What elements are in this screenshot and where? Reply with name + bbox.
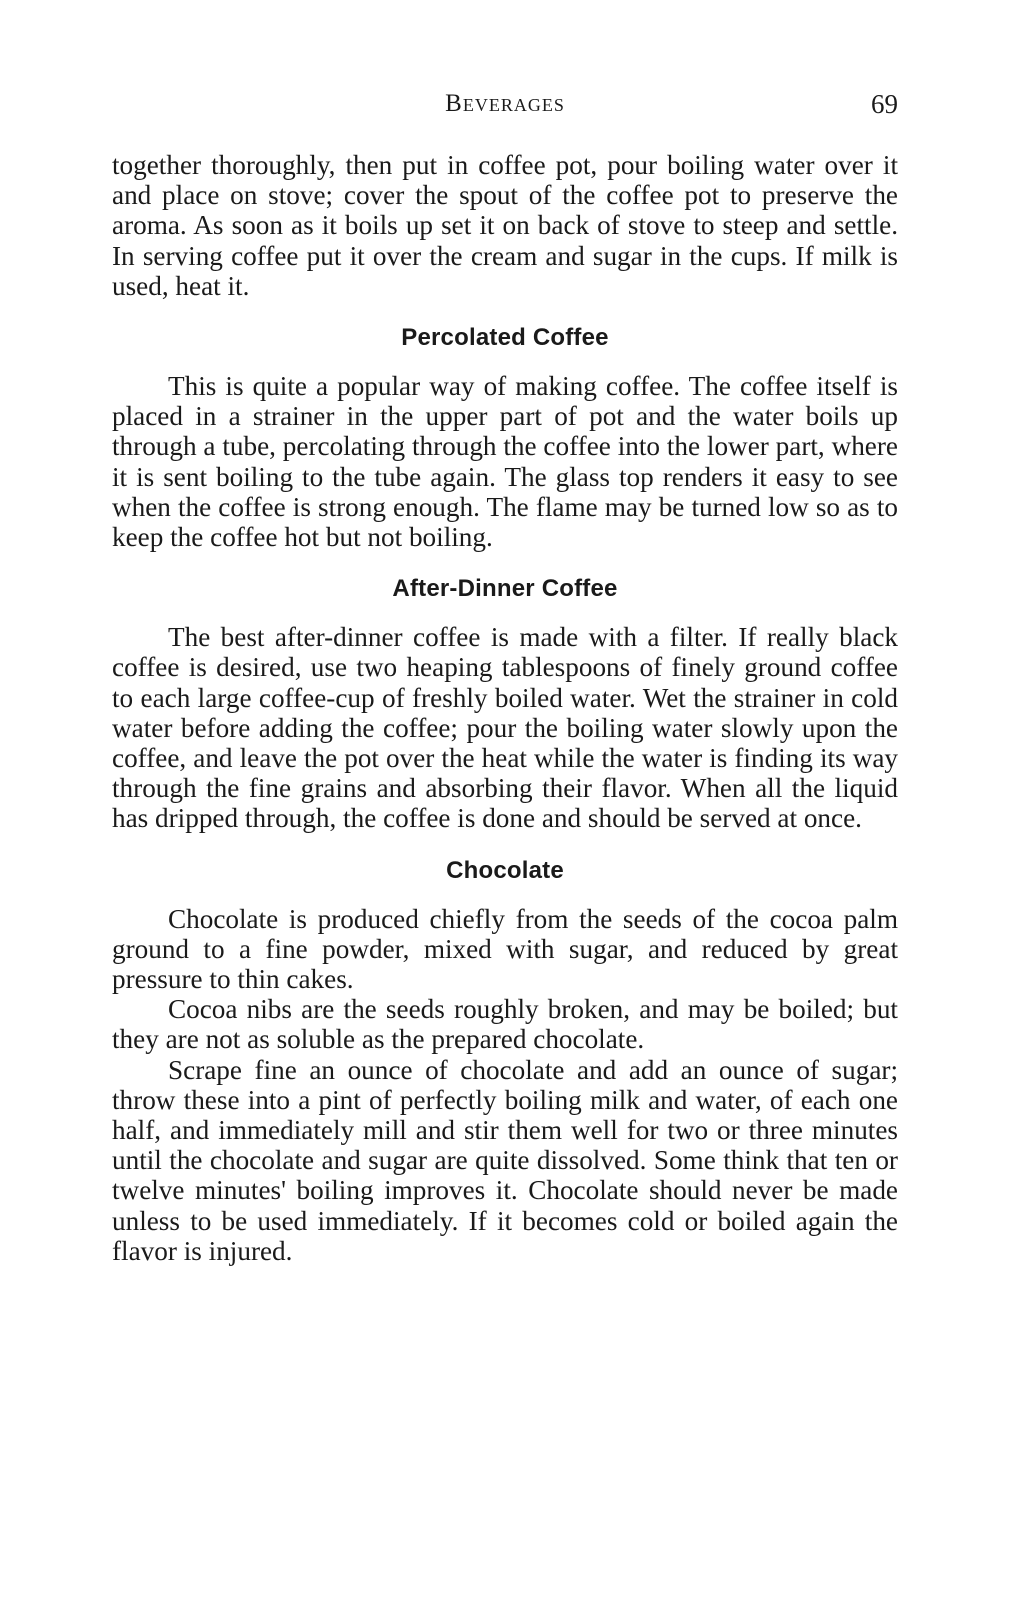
percolated-coffee-paragraph: This is quite a popular way of making coffee. The coffee itself is placed in a strainer in the upper part of pot and the water boils up through a tube, percolating through the coffee into the lower part, where it is sent boiling to the tube again. The glass top renders it easy to see when the coffee is strong enough. The flame may be turned low so as to keep the coffee hot but not boiling. <box>112 371 898 553</box>
page-number: 69 <box>871 89 898 119</box>
chocolate-paragraph-1: Chocolate is produced chiefly from the seeds of the cocoa palm ground to a fine powder, mixed with sugar, and reduced by great pressure to thin cakes. <box>112 903 898 995</box>
intro-paragraph: together thoroughly, then put in coffee pot, pour boiling water over it and place on stove; cover the spout of the coffee pot to preserve the aroma. As soon as it boils up set it on back of stove to steep and settle. In serving coffee put it over the cream and sugar in the cups. If milk is used, heat it. <box>112 150 898 301</box>
section-heading-after-dinner-coffee: After-Dinner Coffee <box>392 575 618 603</box>
section-heading-percolated-coffee: Percolated Coffee <box>401 324 609 352</box>
chocolate-paragraph-2: Cocoa nibs are the seeds roughly broken, and may be boiled; but they are not as soluble as the prepared chocolate. <box>112 994 898 1055</box>
running-header <box>112 88 898 124</box>
running-title: Beverages <box>445 90 565 117</box>
chocolate-paragraph-3: Scrape fine an ounce of chocolate and add an ounce of sugar; throw these into a pint of perfectly boiling milk and water, of each one half, and immediately mill and stir them well for two or three minutes until the chocolate and sugar are quite dissolved. Some think that ten or twelve minutes' boiling improves it. Chocolate should never be made unless to be used immediately. If it becomes cold or boiled again the flavor is injured. <box>112 1054 898 1266</box>
book-page <box>112 88 898 1266</box>
after-dinner-coffee-paragraph: The best after-dinner coffee is made with a filter. If really black coffee is desired, use two heaping tablespoons of finely ground coffee to each large coffee-cup of freshly boiled water. Wet the strainer in cold water before adding the coffee; pour the boiling water slowly upon the coffee, and leave the pot over the heat while the water is finding its way through the fine grains and absorbing their flavor. When all the liquid has dripped through, the coffee is done and should be served at once. <box>112 622 898 834</box>
section-heading-chocolate: Chocolate <box>446 856 564 884</box>
